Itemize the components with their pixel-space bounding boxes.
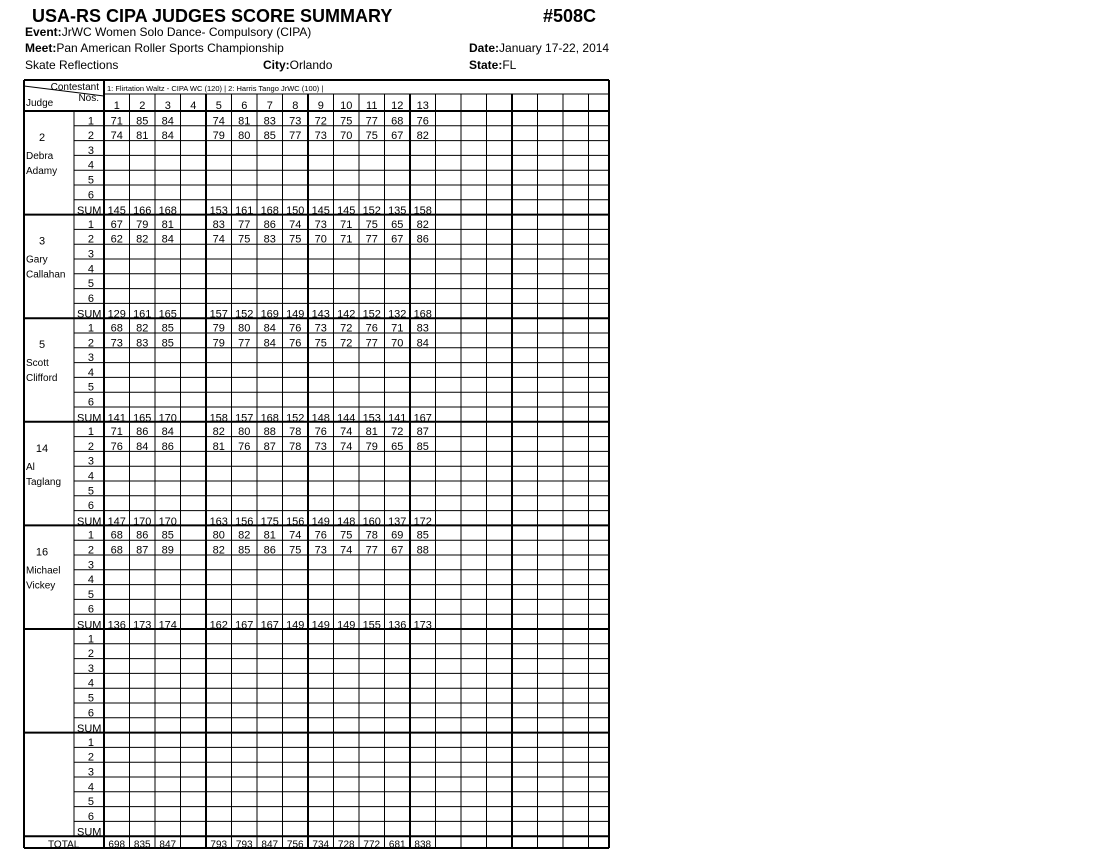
score-row-label: 1: [87, 322, 94, 335]
sum-label: SUM: [77, 515, 102, 528]
score-cell: 68: [110, 529, 123, 542]
sum-cell: 173: [413, 619, 432, 632]
score-row-label: 4: [87, 781, 94, 794]
score-cell: 67: [391, 130, 404, 143]
score-cell: 71: [340, 233, 353, 246]
sum-cell: 148: [311, 412, 330, 425]
score-cell: 73: [289, 115, 302, 128]
sum-cell: 170: [158, 515, 177, 528]
sum-cell: 175: [260, 515, 279, 528]
score-row-label: 5: [87, 796, 94, 809]
score-cell: 79: [212, 130, 225, 143]
sum-cell: 167: [235, 619, 254, 632]
score-cell: 62: [110, 233, 123, 246]
sum-cell: 156: [286, 515, 305, 528]
score-cell: 85: [263, 130, 276, 143]
column-number: 2: [139, 100, 146, 112]
sum-cell: 143: [311, 308, 330, 321]
score-row-label: 3: [87, 248, 94, 261]
sum-cell: 152: [235, 308, 254, 321]
sum-label: SUM: [77, 412, 102, 425]
score-cell: 86: [136, 426, 149, 439]
score-cell: 82: [238, 529, 251, 542]
score-cell: 79: [136, 218, 149, 231]
score-cell: 74: [212, 115, 225, 128]
score-cell: 69: [391, 529, 404, 542]
score-cell: 78: [289, 426, 302, 439]
score-cell: 65: [391, 440, 404, 453]
score-cell: 87: [136, 544, 149, 557]
score-row-label: 2: [87, 544, 94, 557]
score-cell: 83: [263, 115, 276, 128]
sum-cell: 165: [133, 412, 152, 425]
score-cell: 72: [391, 426, 404, 439]
score-cell: 78: [365, 529, 378, 542]
total-cell: 756: [286, 839, 304, 850]
score-cell: 73: [110, 337, 123, 350]
nos-label: Nos.: [78, 93, 99, 104]
sum-cell: 145: [337, 205, 356, 218]
score-cell: 72: [340, 322, 353, 335]
score-cell: 87: [416, 426, 429, 439]
score-cell: 79: [212, 322, 225, 335]
score-row-label: 4: [87, 159, 94, 172]
score-cell: 85: [416, 440, 429, 453]
total-cell: 681: [388, 839, 406, 850]
score-cell: 81: [238, 115, 251, 128]
score-row-label: 2: [87, 648, 94, 661]
sum-cell: 142: [337, 308, 356, 321]
score-cell: 77: [365, 233, 378, 246]
score-cell: 72: [340, 337, 353, 350]
score-row-label: 5: [87, 588, 94, 601]
score-row-label: 4: [87, 677, 94, 690]
score-cell: 67: [110, 218, 123, 231]
score-cell: 75: [340, 115, 353, 128]
judge-number: 2: [38, 132, 46, 144]
total-cell: 847: [159, 839, 177, 850]
score-cell: 84: [263, 337, 276, 350]
column-number: 6: [241, 100, 248, 112]
sum-cell: 153: [209, 205, 228, 218]
score-row-label: 6: [87, 810, 94, 823]
score-cell: 84: [136, 440, 149, 453]
score-row-label: 4: [87, 263, 94, 276]
total-cell: 847: [261, 839, 279, 850]
score-cell: 74: [212, 233, 225, 246]
event-label: Event:: [25, 25, 62, 39]
score-cell: 76: [365, 322, 378, 335]
total-cell: 793: [235, 839, 253, 850]
column-number: 8: [292, 100, 299, 112]
score-row-label: 2: [87, 233, 94, 246]
score-row-label: 6: [87, 707, 94, 720]
sum-cell: 169: [260, 308, 279, 321]
sum-cell: 167: [413, 412, 432, 425]
score-cell: 74: [340, 440, 353, 453]
score-cell: 84: [161, 130, 174, 143]
total-cell: 835: [133, 839, 151, 850]
score-cell: 75: [365, 218, 378, 231]
total-cell: 772: [363, 839, 381, 850]
sum-label: SUM: [77, 205, 102, 218]
score-cell: 87: [263, 440, 276, 453]
score-cell: 78: [289, 440, 302, 453]
column-number: 1: [113, 100, 120, 112]
judge-last-name: Taglang: [26, 476, 62, 488]
score-cell: 70: [314, 233, 327, 246]
sum-cell: 168: [260, 412, 279, 425]
score-cell: 82: [136, 233, 149, 246]
sum-cell: 168: [260, 205, 279, 218]
score-cell: 67: [391, 233, 404, 246]
score-row-label: 2: [87, 337, 94, 350]
score-cell: 82: [416, 130, 429, 143]
meet-label: Meet:: [25, 41, 57, 55]
score-cell: 84: [161, 233, 174, 246]
sum-cell: 174: [158, 619, 177, 632]
score-cell: 88: [416, 544, 429, 557]
score-cell: 81: [161, 218, 174, 231]
score-row-label: 2: [87, 751, 94, 764]
score-cell: 70: [391, 337, 404, 350]
score-cell: 68: [391, 115, 404, 128]
score-cell: 81: [263, 529, 276, 542]
sum-cell: 172: [413, 515, 432, 528]
score-cell: 75: [289, 544, 302, 557]
sum-label: SUM: [77, 826, 102, 839]
sum-cell: 161: [235, 205, 254, 218]
score-cell: 85: [161, 337, 174, 350]
score-cell: 77: [365, 544, 378, 557]
score-cell: 81: [212, 440, 225, 453]
date-value: January 17-22, 2014: [499, 41, 610, 55]
score-cell: 84: [416, 337, 429, 350]
score-cell: 85: [136, 115, 149, 128]
sum-cell: 168: [413, 308, 432, 321]
score-row-label: 4: [87, 470, 94, 483]
score-cell: 82: [212, 426, 225, 439]
sum-label: SUM: [77, 619, 102, 632]
judge-label: Judge: [26, 98, 54, 109]
score-row-label: 1: [87, 736, 94, 749]
column-number: 11: [366, 100, 378, 112]
sum-cell: 166: [133, 205, 152, 218]
judge-first-name: Michael: [26, 565, 61, 577]
score-cell: 73: [314, 322, 327, 335]
sum-cell: 152: [362, 308, 381, 321]
sum-cell: 149: [311, 515, 330, 528]
total-cell: 698: [108, 839, 126, 850]
score-row-label: 3: [87, 352, 94, 365]
sum-cell: 157: [209, 308, 228, 321]
sum-cell: 141: [107, 412, 126, 425]
score-cell: 71: [340, 218, 353, 231]
sum-cell: 135: [388, 205, 407, 218]
score-cell: 65: [391, 218, 404, 231]
sum-cell: 147: [107, 515, 126, 528]
state-value: FL: [502, 58, 517, 72]
score-cell: 85: [416, 529, 429, 542]
score-cell: 76: [238, 440, 251, 453]
score-cell: 73: [314, 218, 327, 231]
judge-first-name: Debra: [26, 151, 54, 162]
score-row-label: 5: [87, 692, 94, 705]
score-cell: 75: [340, 529, 353, 542]
score-cell: 80: [238, 130, 251, 143]
total-label: TOTAL: [48, 839, 80, 850]
score-row-label: 5: [87, 485, 94, 498]
score-cell: 80: [212, 529, 225, 542]
dances-label: 1: Flirtation Waltz - CIPA WC (120) | 2: Harris Tango JrWC (100) |: [107, 84, 324, 93]
sum-cell: 145: [311, 205, 330, 218]
sum-cell: 152: [286, 412, 305, 425]
score-cell: 76: [110, 440, 123, 453]
sum-cell: 129: [107, 308, 126, 321]
column-number: 3: [164, 100, 171, 112]
sum-cell: 153: [362, 412, 381, 425]
score-cell: 76: [289, 337, 302, 350]
score-cell: 85: [161, 529, 174, 542]
score-cell: 88: [263, 426, 276, 439]
score-row-label: 1: [87, 218, 94, 231]
score-cell: 71: [110, 426, 123, 439]
sum-cell: 156: [235, 515, 254, 528]
score-cell: 71: [391, 322, 404, 335]
score-cell: 83: [136, 337, 149, 350]
score-cell: 84: [263, 322, 276, 335]
judge-first-name: Al: [26, 461, 35, 473]
score-cell: 73: [314, 544, 327, 557]
score-row-label: 1: [87, 115, 94, 128]
event-value: JrWC Women Solo Dance- Compulsory (CIPA): [61, 25, 312, 39]
score-row-label: 3: [87, 662, 94, 675]
score-cell: 77: [365, 115, 378, 128]
score-cell: 77: [238, 218, 251, 231]
score-row-label: 4: [87, 574, 94, 587]
column-number: 13: [416, 100, 429, 112]
sum-cell: 170: [158, 412, 177, 425]
score-cell: 79: [212, 337, 225, 350]
score-row-label: 3: [87, 455, 94, 468]
column-number: 5: [215, 100, 222, 112]
score-cell: 83: [263, 233, 276, 246]
sum-cell: 149: [286, 619, 305, 632]
date-label: Date:: [469, 41, 500, 55]
club-name: Skate Reflections: [25, 58, 119, 72]
judge-number: 16: [35, 546, 49, 559]
sum-cell: 145: [107, 205, 126, 218]
score-cell: 76: [314, 529, 327, 542]
score-cell: 77: [238, 337, 251, 350]
sum-cell: 149: [286, 308, 305, 321]
contestant-label: Contestant: [50, 82, 99, 93]
sum-cell: 149: [337, 619, 356, 632]
score-cell: 81: [136, 130, 149, 143]
column-number: 12: [391, 100, 404, 112]
score-cell: 84: [161, 426, 174, 439]
score-cell: 82: [136, 322, 149, 335]
score-cell: 76: [289, 322, 302, 335]
sum-cell: 158: [413, 205, 432, 218]
score-row-label: 6: [87, 603, 94, 616]
form-number: #508C: [543, 6, 597, 26]
score-cell: 83: [212, 218, 225, 231]
score-row-label: 3: [87, 144, 94, 157]
total-cell: 728: [337, 839, 355, 850]
sum-cell: 136: [388, 619, 407, 632]
score-row-label: 5: [87, 381, 94, 394]
column-number: 4: [190, 100, 197, 112]
score-cell: 76: [416, 115, 429, 128]
score-cell: 85: [161, 322, 174, 335]
sum-cell: 136: [107, 619, 126, 632]
judge-number: 3: [38, 235, 46, 248]
score-row-label: 3: [87, 766, 94, 779]
column-number: 7: [266, 100, 273, 112]
score-cell: 77: [289, 130, 302, 143]
column-number: 9: [317, 100, 324, 112]
sum-cell: 170: [133, 515, 152, 528]
score-row-label: 2: [87, 130, 94, 143]
sum-cell: 167: [260, 619, 279, 632]
score-row-label: 2: [87, 440, 94, 453]
sum-label: SUM: [77, 308, 102, 321]
sum-cell: 160: [362, 515, 381, 528]
score-row-label: 6: [87, 292, 94, 305]
sum-cell: 144: [337, 412, 356, 425]
sum-cell: 163: [209, 515, 228, 528]
score-cell: 72: [314, 115, 327, 128]
score-cell: 68: [110, 544, 123, 557]
score-cell: 82: [212, 544, 225, 557]
score-cell: 89: [161, 544, 174, 557]
city-value: Orlando: [289, 58, 333, 72]
score-cell: 73: [314, 130, 327, 143]
score-cell: 74: [340, 544, 353, 557]
score-cell: 77: [365, 337, 378, 350]
judge-first-name: Gary: [26, 254, 48, 266]
score-cell: 75: [289, 233, 302, 246]
score-cell: 79: [365, 440, 378, 453]
score-row-label: 5: [87, 278, 94, 291]
score-row-label: 1: [87, 529, 94, 542]
score-cell: 68: [110, 322, 123, 335]
score-cell: 71: [110, 115, 123, 128]
sum-cell: 158: [209, 412, 228, 425]
sum-cell: 155: [362, 619, 381, 632]
score-cell: 86: [263, 544, 276, 557]
score-cell: 83: [416, 322, 429, 335]
meet-value: Pan American Roller Sports Championship: [56, 41, 284, 55]
judge-last-name: Adamy: [26, 166, 58, 177]
score-cell: 86: [416, 233, 429, 246]
total-cell: 838: [414, 839, 432, 850]
score-cell: 74: [289, 218, 302, 231]
score-cell: 67: [391, 544, 404, 557]
score-cell: 84: [161, 115, 174, 128]
sum-cell: 173: [133, 619, 152, 632]
score-row-label: 6: [87, 189, 94, 202]
score-cell: 75: [365, 130, 378, 143]
state-label: State:: [469, 58, 503, 72]
score-cell: 74: [289, 529, 302, 542]
sum-cell: 137: [388, 515, 407, 528]
judge-last-name: Vickey: [26, 580, 56, 592]
score-row-label: 6: [87, 396, 94, 409]
page-title: USA-RS CIPA JUDGES SCORE SUMMARY: [32, 6, 393, 26]
judge-number: 14: [35, 442, 49, 455]
sum-cell: 132: [388, 308, 407, 321]
sum-cell: 161: [133, 308, 152, 321]
score-cell: 70: [340, 130, 353, 143]
score-row-label: 4: [87, 366, 94, 379]
sum-cell: 150: [286, 205, 305, 218]
score-cell: 86: [263, 218, 276, 231]
score-cell: 75: [238, 233, 251, 246]
sum-cell: 168: [158, 205, 177, 218]
score-row-label: 5: [87, 174, 94, 187]
score-cell: 85: [238, 544, 251, 557]
total-cell: 793: [210, 839, 228, 850]
score-row-label: 1: [87, 633, 94, 646]
sum-cell: 162: [209, 619, 228, 632]
score-cell: 80: [238, 322, 251, 335]
judge-last-name: Clifford: [26, 373, 58, 385]
sum-cell: 157: [235, 412, 254, 425]
city-label: City:: [263, 58, 290, 72]
score-cell: 74: [340, 426, 353, 439]
score-cell: 73: [314, 440, 327, 453]
score-cell: 80: [238, 426, 251, 439]
score-cell: 86: [161, 440, 174, 453]
sum-cell: 148: [337, 515, 356, 528]
judge-number: 5: [38, 339, 46, 352]
sum-cell: 152: [362, 205, 381, 218]
score-cell: 74: [110, 130, 123, 143]
judge-first-name: Scott: [26, 358, 49, 370]
score-row-label: 6: [87, 500, 94, 513]
score-cell: 86: [136, 529, 149, 542]
sum-cell: 165: [158, 308, 177, 321]
judge-last-name: Callahan: [26, 269, 66, 281]
sum-label: SUM: [77, 723, 102, 736]
sum-cell: 141: [388, 412, 407, 425]
score-cell: 75: [314, 337, 327, 350]
score-row-label: 3: [87, 559, 94, 572]
score-cell: 81: [365, 426, 378, 439]
sum-cell: 149: [311, 619, 330, 632]
total-cell: 734: [312, 839, 330, 850]
score-row-label: 1: [87, 426, 94, 439]
score-cell: 76: [314, 426, 327, 439]
score-cell: 82: [416, 218, 429, 231]
column-number: 10: [340, 100, 353, 112]
